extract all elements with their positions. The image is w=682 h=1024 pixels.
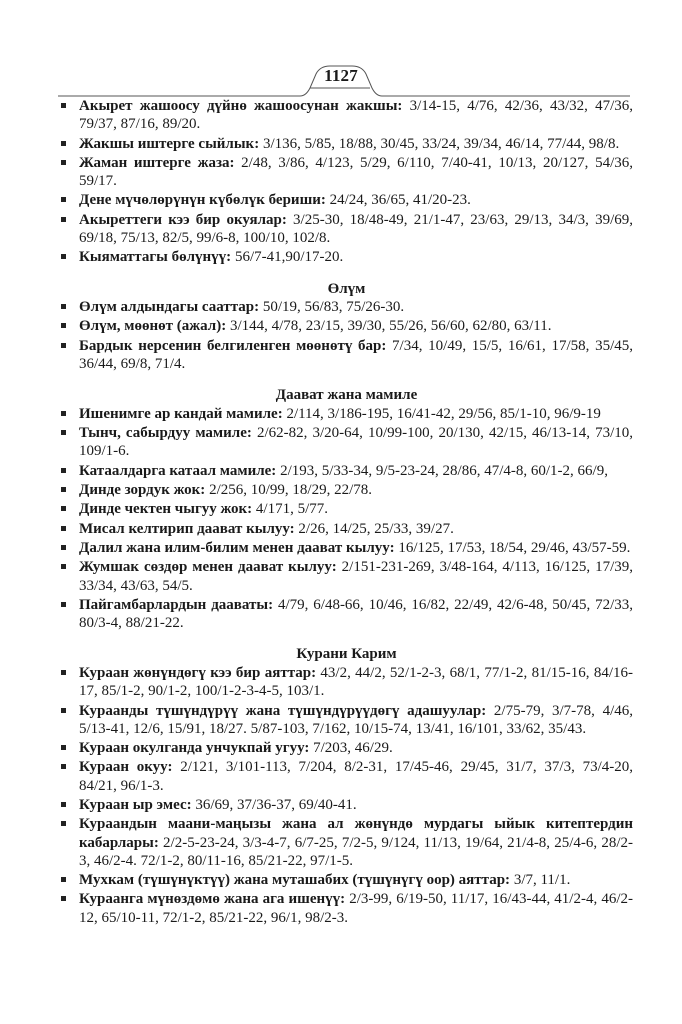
entry-references: 4/79, 6/48-66, 10/46, 16/82, 22/49, 42/6-48, 50/45, 72/33, 80/3-4, 88/21-22. <box>79 596 633 632</box>
index-entry <box>60 191 633 209</box>
entry-references: 7/203, 46/29. <box>313 740 393 757</box>
entry-references: 2/62-82, 3/20-64, 10/99-100, 20/130, 42/15, 46/13-14, 73/10, 109/1-6. <box>79 425 633 460</box>
entry-references: 3/144, 4/78, 23/15, 39/30, 55/26, 56/60, 62/80, 63/11. <box>229 318 552 335</box>
entry-references: 24/24, 36/65, 41/20-23. <box>329 192 471 209</box>
entry-references: 50/19, 56/83, 75/26-30. <box>262 299 405 316</box>
entry-term: Ишенимге ар кандай мамиле: <box>79 405 283 422</box>
entry-references: 3/14-15, 4/76, 42/36, 43/32, 47/36, 79/37, 87/16, 89/20. <box>79 98 633 133</box>
entry-term: Бардык нерсенин белгиленген мөөнөтү бар: <box>79 337 387 354</box>
index-entry <box>60 596 633 633</box>
square-bullet-icon <box>61 764 66 769</box>
entry-term: Далил жана илим-билим менен даават кылуу: <box>79 539 395 556</box>
square-bullet-icon <box>61 430 66 435</box>
index-entry <box>60 248 633 266</box>
entry-term: Пайгамбарлардын дааваты: <box>79 596 274 613</box>
index-entry <box>60 702 633 739</box>
entry-term: Дене мүчөлөрүнүн күбөлүк бериши: <box>79 192 326 209</box>
index-entry <box>60 739 633 757</box>
square-bullet-icon <box>61 487 66 492</box>
index-entry <box>60 211 633 248</box>
square-bullet-icon <box>61 141 66 146</box>
square-bullet-icon <box>61 877 66 882</box>
index-section <box>60 280 633 374</box>
entry-term: Катаалдарга катаал мамиле: <box>79 462 277 479</box>
square-bullet-icon <box>61 506 66 511</box>
entry-references: 2/48, 3/86, 4/123, 5/29, 6/110, 7/40-41, 10/13, 20/127, 54/36, 59/17. <box>79 154 633 190</box>
entry-references: 2/114, 3/186-195, 16/41-42, 29/56, 85/1-10, 96/9-19 <box>286 405 601 422</box>
entry-references: 56/7-41,90/17-20. <box>234 249 344 266</box>
square-bullet-icon <box>61 468 66 473</box>
entry-references: 2/151-231-269, 3/48-164, 4/113, 16/125, 17/39, 33/34, 43/63, 54/5. <box>79 559 633 594</box>
entry-list <box>60 298 633 373</box>
entry-references: 43/2, 44/2, 52/1-2-3, 68/1, 77/1-2, 81/15-16, 84/16-17, 85/1-2, 90/1-2, 100/1-2-3-4-5, 103/1. <box>79 664 633 700</box>
entry-term: Кураанды түшүндүрүү жана түшүндүрүүдөгү адашуулар: <box>79 702 487 719</box>
square-bullet-icon <box>61 254 66 259</box>
square-bullet-icon <box>61 197 66 202</box>
index-entry <box>60 337 633 374</box>
square-bullet-icon <box>61 745 66 750</box>
index-section <box>60 97 633 267</box>
square-bullet-icon <box>61 602 66 607</box>
entry-term: Кураан жөнүндөгү кээ бир аяттар: <box>79 664 317 681</box>
section-title: Даават жана мамиле <box>275 387 418 404</box>
square-bullet-icon <box>61 802 66 807</box>
entry-term: Акыреттеги кээ бир окуялар: <box>79 211 287 228</box>
entry-term: Жаман иштерге жаза: <box>79 154 235 171</box>
entry-term: Өлүм алдындагы сааттар: <box>79 299 260 316</box>
index-entry <box>60 890 633 927</box>
square-bullet-icon <box>61 821 66 826</box>
entry-references: 16/125, 17/53, 18/54, 29/46, 43/57-59. <box>398 539 631 556</box>
entry-term: Кыяматтагы бөлүнүү: <box>79 249 232 266</box>
entry-term: Динде зордук жок: <box>79 482 206 499</box>
entry-term: Кураан окуу: <box>79 759 173 776</box>
index-section <box>60 386 633 632</box>
entry-term: Кураан ыр эмес: <box>79 797 192 813</box>
entry-term: Кураандын маани-маңызы жана ал жөнүндө мурдагы ыйык китептердин кабарлары: <box>79 816 633 851</box>
index-entry <box>60 758 633 795</box>
entry-term: Өлүм, мөөнөт (ажал): <box>79 318 227 335</box>
entry-references: 2/3-99, 6/19-50, 11/17, 16/43-44, 41/2-4, 46/2-12, 65/10-11, 72/1-2, 85/21-22, 96/1, 98/2-3. <box>79 891 634 926</box>
entry-references: 3/25-30, 18/48-49, 21/1-47, 23/63, 29/13, 34/3, 39/69, 69/18, 75/13, 82/5, 99/6-8, 100/10, 102/8. <box>79 211 633 247</box>
square-bullet-icon <box>61 670 66 675</box>
index-entry <box>60 520 633 538</box>
entry-references: 3/7, 11/1. <box>513 872 571 889</box>
section-title: Өлүм <box>327 280 366 297</box>
index-entry <box>60 97 633 134</box>
entry-references: 4/171, 5/77. <box>255 501 328 518</box>
entry-term: Мисал келтирип даават кылуу: <box>79 520 295 537</box>
index-entry <box>60 539 633 557</box>
square-bullet-icon <box>61 896 66 901</box>
entry-references: 7/34, 10/49, 15/5, 16/61, 17/58, 35/45, 36/44, 69/8, 71/4. <box>79 337 633 373</box>
index-content <box>60 97 633 928</box>
entry-references: 2/75-79, 3/7-78, 4/46, 5/13-41, 12/6, 15/91, 18/27. 5/87-103, 7/162, 10/15-74, 13/41, 16/101, 33/62, 35/43. <box>79 702 633 737</box>
square-bullet-icon <box>61 526 66 531</box>
index-entry <box>60 796 633 814</box>
square-bullet-icon <box>61 160 66 165</box>
square-bullet-icon <box>61 103 66 108</box>
index-entry <box>60 481 633 499</box>
square-bullet-icon <box>61 304 66 309</box>
entry-list <box>60 97 633 267</box>
entry-list <box>60 664 633 927</box>
section-title: Курани Карим <box>296 646 397 663</box>
index-entry <box>60 871 633 889</box>
entry-references: 2/2-5-23-24, 3/3-4-7, 6/7-25, 7/2-5, 9/124, 11/13, 19/64, 21/4-8, 25/4-6, 28/2-3, 46/2-4. 72/1-2, 80/11-16, 85/21-22, 97/1-5. <box>79 834 633 869</box>
square-bullet-icon <box>61 545 66 550</box>
entry-list <box>60 405 633 633</box>
entry-references: 36/69, 37/36-37, 69/40-41. <box>195 797 357 813</box>
square-bullet-icon <box>61 323 66 328</box>
entry-references: 2/121, 3/101-113, 7/204, 8/2-31, 17/45-46, 29/45, 31/7, 37/3, 73/4-20, 84/21, 96/1-3. <box>79 759 634 794</box>
index-entry <box>60 462 633 480</box>
index-entry <box>60 154 633 191</box>
entry-references: 2/256, 10/99, 18/29, 22/78. <box>209 482 372 499</box>
entry-term: Динде чектен чыгуу жок: <box>79 501 253 518</box>
index-entry <box>60 424 633 461</box>
index-entry <box>60 135 633 153</box>
entry-term: Акырет жашоосу дүйнө жашоосунан жакшы: <box>79 98 403 114</box>
entry-references: 2/26, 14/25, 25/33, 39/27. <box>298 520 454 537</box>
square-bullet-icon <box>61 708 66 713</box>
square-bullet-icon <box>61 564 66 569</box>
index-entry <box>60 405 633 423</box>
entry-term: Кураанга мүнөздөмө жана ага ишенүү: <box>79 891 346 908</box>
entry-term: Кураан окулганда унчукпай угуу: <box>79 740 310 757</box>
entry-references: 2/193, 5/33-34, 9/5-23-24, 28/86, 47/4-8, 60/1-2, 66/9, <box>280 462 608 479</box>
entry-term: Мухкам (түшүнүктүү) жана муташабих (түшүнүгү оор) аяттар: <box>79 872 511 889</box>
index-entry <box>60 500 633 518</box>
entry-term: Жумшак сөздөр менен даават кылуу: <box>79 559 337 576</box>
entry-references: 3/136, 5/85, 18/88, 30/45, 33/24, 39/34, 46/14, 77/44, 98/8. <box>262 135 620 152</box>
index-entry <box>60 558 633 595</box>
entry-term: Тынч, сабырдуу мамиле: <box>79 425 252 442</box>
entry-term: Жакшы иштерге сыйлык: <box>79 135 260 152</box>
page-header <box>0 0 682 100</box>
square-bullet-icon <box>61 343 66 348</box>
square-bullet-icon <box>61 217 66 222</box>
square-bullet-icon <box>61 411 66 416</box>
index-entry <box>60 664 633 701</box>
index-entry <box>60 815 633 870</box>
index-entry <box>60 317 633 335</box>
index-section <box>60 645 633 927</box>
page-number: 1127 <box>324 66 358 85</box>
index-entry <box>60 298 633 316</box>
